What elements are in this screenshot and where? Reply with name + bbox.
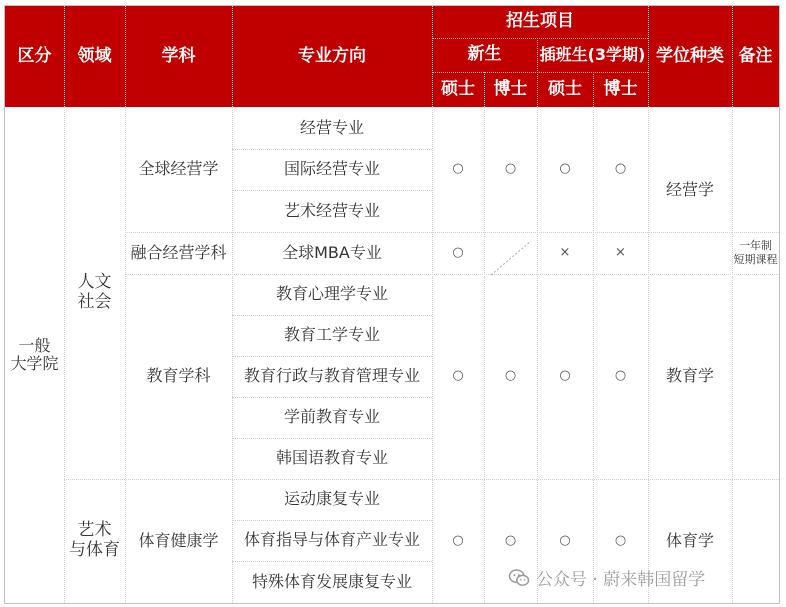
header-field: 领域	[77, 45, 112, 66]
mark-sports-fresh-master: ○	[452, 532, 464, 548]
header-transfer: 插班生(3学期)	[539, 44, 646, 64]
major-edu-technology: 教育工学专业	[283, 325, 380, 345]
major-sports-industry: 体育指导与体育产业专业	[243, 530, 420, 550]
mark-mba-transfer-master: ×	[559, 244, 571, 260]
major-intl-business: 国际经营专业	[283, 159, 380, 179]
header-fresh-doctor: 博士	[493, 78, 528, 99]
major-arts-business: 艺术经营专业	[283, 200, 380, 220]
header-category: 区分	[17, 45, 52, 66]
header-fresh-master: 硕士	[441, 78, 475, 99]
major-early-childhood: 学前教育专业	[283, 407, 380, 427]
subject-education: 教育学科	[146, 366, 211, 386]
major-korean-education: 韩国语教育专业	[275, 448, 388, 468]
mark-edu-fresh-doctor: ○	[504, 368, 517, 384]
mark-edu-fresh-master: ○	[452, 368, 464, 384]
header-major: 专业方向	[298, 45, 366, 66]
mark-edu-transfer-master: ○	[559, 368, 571, 384]
header-remarks: 备注	[738, 45, 773, 66]
major-sports-rehab: 运动康复专业	[283, 489, 380, 509]
not-offered-slash	[489, 239, 533, 277]
mark-edu-transfer-doctor: ○	[614, 368, 627, 384]
category-general-grad-school: 一般 大学院	[10, 335, 59, 373]
major-edu-psychology: 教育心理学专业	[275, 284, 388, 304]
mark-mba-transfer-doctor: ×	[615, 244, 626, 260]
field-humanities: 人文 社会	[77, 272, 112, 312]
mark-global-fresh-doctor: ○	[504, 161, 517, 177]
header-transfer-master: 硕士	[548, 78, 582, 99]
field-arts-sports: 艺术 与体育	[69, 520, 120, 560]
header-transfer-doctor: 博士	[603, 78, 638, 99]
major-special-sports: 特殊体育发展康复专业	[251, 571, 412, 591]
subject-converged-business: 融合经营学科	[130, 242, 227, 262]
degree-sports: 体育学	[665, 530, 714, 550]
mark-global-transfer-doctor: ○	[614, 161, 627, 177]
header-degree-type: 学位种类	[656, 45, 724, 66]
subject-sports-health: 体育健康学	[138, 530, 219, 550]
mark-global-transfer-master: ○	[559, 161, 571, 177]
wechat-icon	[508, 568, 530, 588]
degree-education: 教育学	[665, 366, 714, 386]
wechat-watermark	[508, 565, 705, 590]
major-business: 经营专业	[299, 117, 364, 137]
mark-global-fresh-master: ○	[452, 161, 464, 177]
mark-sports-transfer-master: ○	[559, 532, 571, 548]
major-global-mba: 全球MBA专业	[282, 242, 382, 262]
mark-sports-transfer-doctor: ○	[614, 532, 627, 548]
header-subject: 学科	[161, 45, 196, 66]
header-freshman: 新生	[467, 44, 502, 65]
mark-mba-fresh-master: ○	[452, 244, 464, 260]
degree-business: 经营学	[665, 180, 714, 200]
program-table	[4, 5, 780, 604]
watermark-text: 公众号 · 蔚来韩国留学	[536, 570, 706, 590]
subject-global-business: 全球经营学	[138, 159, 219, 179]
mba-short-course-note: 一年制 短期课程	[733, 239, 778, 266]
mark-sports-fresh-doctor: ○	[504, 532, 517, 548]
header-recruit: 招生项目	[506, 11, 574, 32]
major-edu-administration: 教育行政与教育管理专业	[243, 366, 420, 386]
